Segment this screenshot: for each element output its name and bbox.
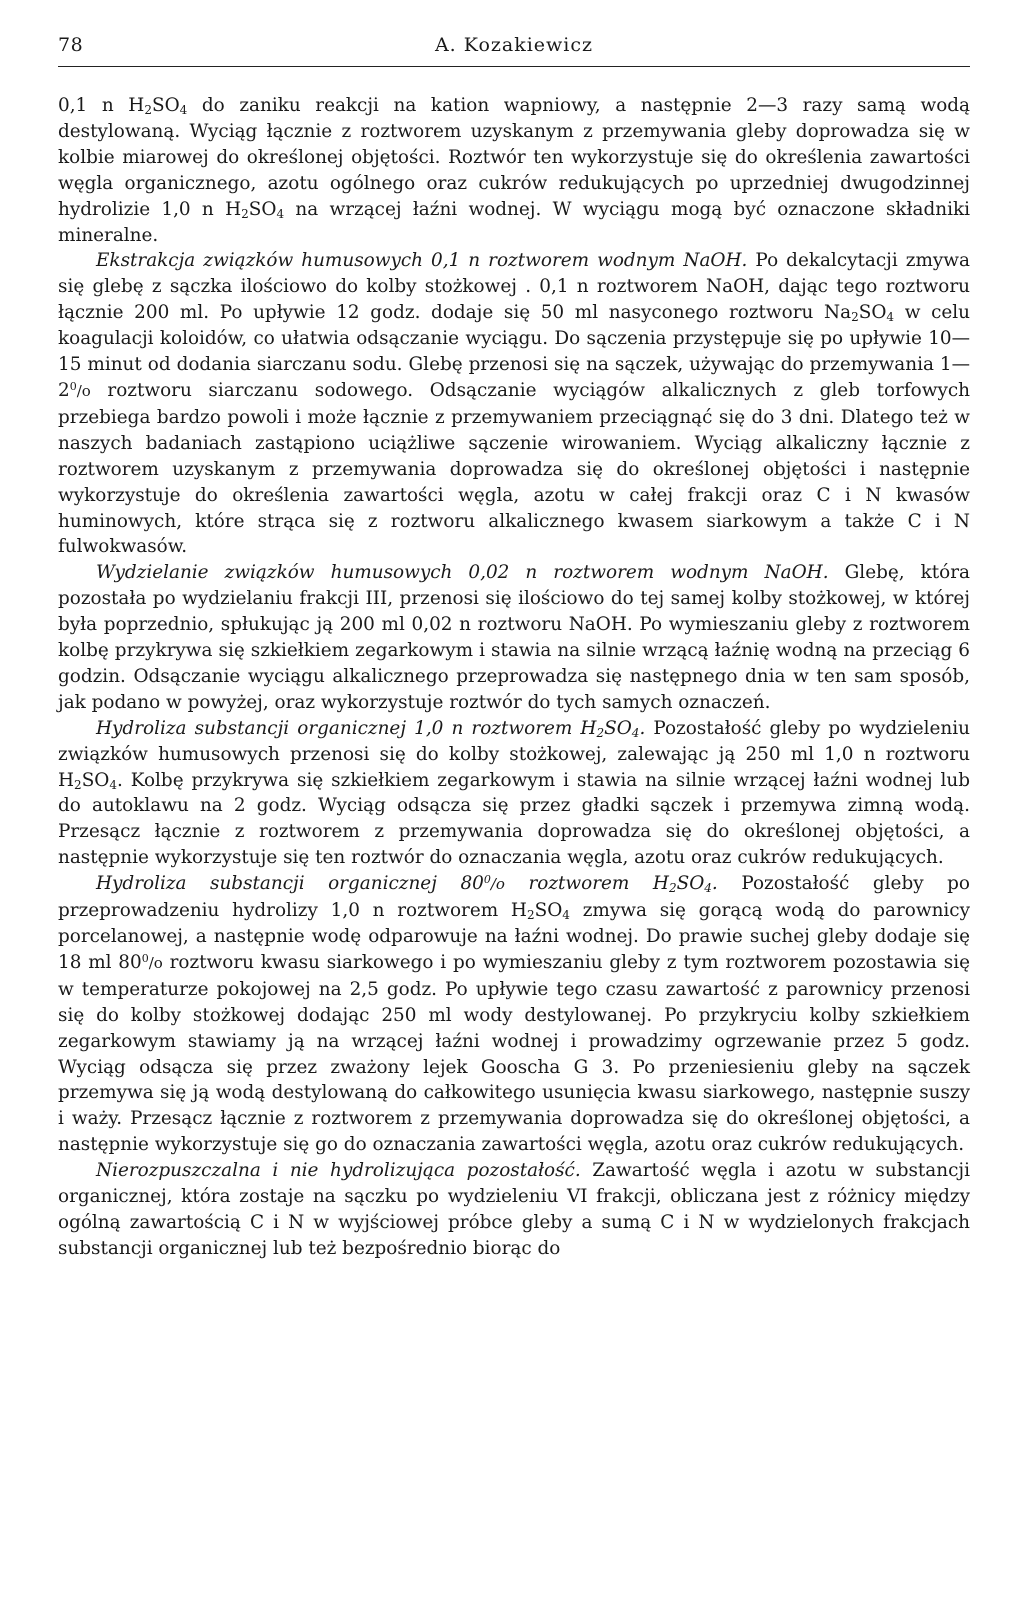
paragraph-hydrolysis-1n: Hydroliza substancji organicznej 1,0 n roztworem $H_2SO_4$. Pozostałość gleby po wydzieleniu związków humusowych przenosi się do kolby stożkowej, zalewając ją 250 ml 1,0 n roztworu $H_2SO_4$. Kolbę przykrywa się szkiełkiem zegarkowym i stawia na silnie wrzącej łaźni wodnej lub do autoklawu na 2 godz. Wyciąg odsącza się przez gładki sączek i przemywa zimną wodą. Przesącz łącznie z roztworem z przemywania doprowadza się do określonej objętości, a następnie wykorzystuje się ten roztwór do oznaczania węgla, azotu oraz cukrów redukujących. [58,717,970,869]
page-header [58,34,970,64]
paragraph-hydrolysis-80pct: Hydroliza substancji organicznej $80^0/o$ roztworem $H_2SO_4$. Pozostałość gleby po przeprowadzeniu hydrolizy 1,0 n roztworem $H_2SO_4$ zmywa się gorącą wodą do parownicy porcelanowej, a następnie wodę odparowuje na łaźni wodnej. Do prawie suchej gleby dodaje się 18 ml $80^0/o$ roztworu kwasu siarkowego i po wymieszaniu gleby z tym roztworem pozostawia się w temperaturze pokojowej na 2,5 godz. Po upływie tego czasu zawartość z parownicy przenosi się do kolby stożkowej dodając 250 ml wody destylowanej. Po przykryciu kolby szkiełkiem zegarkowym stawiamy ją na wrzącej łaźni wodnej i prowadzimy ogrzewanie przez 5 godz. Wyciąg odsącza się przez zważony lejek Gooscha G 3. Po przeniesieniu gleby na sączek przemywa się ją wodą destylowaną do całkowitego usunięcia kwasu siarkowego, następnie suszy i waży. Przesącz łącznie z roztworem z przemywania doprowadza się do określonej objętości, a następnie wykorzystuje się go do oznaczania zawartości węgla, azotu oraz cukrów redukujących. [58,873,970,1156]
paragraph-lead: Ekstrakcja związków humusowych 0,1 n roztworem wodnym NaOH. [96,250,748,272]
formula-h2so4: $H_2SO_4$ [652,873,712,896]
percent-sign: $^0$/o [483,873,505,894]
formula-na2so4: $Na_2SO_4$ [824,302,895,325]
paragraph-residue: Nierozpuszczalna i nie hydrolizująca pozostałość. Zawartość węgla i azotu w substancji organicznej, która zostaje na sączku po wydzieleniu VI frakcji, obliczana jest z różnicy między ogólną zawartością C i N w wyjściowej próbce gleby a sumą C i N w wydzielonych frakcjach substancji organicznej lub też bezpośrednio biorąc do [58,1160,970,1259]
percent-sign: $^0$/o [141,951,163,972]
paragraph-lead: Hydroliza substancji organicznej 1,0 n roztworem $H_2SO_4$. [96,717,646,740]
header-rule [58,66,970,67]
running-head: A. Kozakiewicz [434,34,594,56]
formula-h2so4: $H_2SO_4$ [128,95,188,117]
formula-h2so4: $H_2SO_4$ [510,900,570,923]
paragraph-lead: Wydzielanie związków humusowych 0,02 n roztworem wodnym NaOH. [96,562,829,584]
article-body [58,93,970,1262]
formula-h2so4: $H_2SO_4$ [58,769,118,792]
paragraph-humus-separation: Wydzielanie związków humusowych 0,02 n roztworem wodnym NaOH. Glebę, która pozostała po wydzielaniu frakcji III, przenosi się ilościowo do tej samej kolby stożkowej, w której była poprzednio, spłukując ją 200 ml 0,02 n roztworu NaOH. Po wymieszaniu gleby z roztworem kolbę przykrywa się szkiełkiem zegarkowym i stawia na silnie wrzącą łaźnię wodną na przeciąg 6 godzin. Odsączanie wyciągu alkalicznego przeprowadza się następnego dnia w ten sam sposób, jak podano w powyżej, oraz wykorzystuje roztwór do tych samych oznaczeń. [58,562,970,713]
paragraph-lead: Nierozpuszczalna i nie hydrolizująca pozostałość. [96,1160,581,1182]
page-number: 78 [58,34,84,56]
paragraph-humus-extraction: Ekstrakcja związków humusowych 0,1 n roztworem wodnym NaOH. Po dekalcytacji zmywa się glebę z sączka ilościowo do kolby stożkowej . 0,1 n roztworem NaOH, dając tego roztworu łącznie 200 ml. Po upływie 12 godz. dodaje się 50 ml nasyconego roztworu $Na_2SO_4$ w celu koagulacji koloidów, co ułatwia odsączanie wyciągu. Do sączenia przystępuje się po upływie 10—15 minut od dodania siarczanu sodu. Glebę przenosi się na sączek, używając do przemywania $1—2^0/o$ roztworu siarczanu sodowego. Odsączanie wyciągów alkalicznych z gleb torfowych przebiega bardzo powoli i może łącznie z przemywaniem przeciągnąć się do 3 dni. Dlatego też w naszych badaniach zastąpiono uciążliwe sączenie wirowaniem. Wyciąg alkaliczny łącznie z roztworem uzyskanym z przemywania doprowadza się do określonej objętości i następnie wykorzystuje do określenia zawartości węgla, azotu w całej frakcji oraz C i N kwasów huminowych, które strąca się z roztworu alkalicznego kwasem siarkowym a także C i N fulwokwasów. [58,250,970,558]
paragraph-lead: Hydroliza substancji organicznej $80^0/o$ roztworem $H_2SO_4$. [96,873,718,896]
paragraph-washing: 0,1 n $H_2SO_4$ do zaniku reakcji na kation wapniowy, a następnie 2—3 razy samą wodą destylowaną. Wyciąg łącznie z roztworem uzyskanym z przemywania gleby doprowadza się w kolbie miarowej do określonej objętości. Roztwór ten wykorzystuje się do określenia zawartości węgla organicznego, azotu ogólnego oraz cukrów redukujących po uprzedniej dwugodzinnej hydrolizie 1,0 n $H_2SO_4$ na wrzącej łaźni wodnej. W wyciągu mogą być oznaczone składniki mineralne. [58,95,970,246]
formula-h2so4: $H_2SO_4$ [580,717,640,740]
formula-h2so4: $H_2SO_4$ [225,198,285,221]
percent-sign: $^0$/o [69,379,91,400]
